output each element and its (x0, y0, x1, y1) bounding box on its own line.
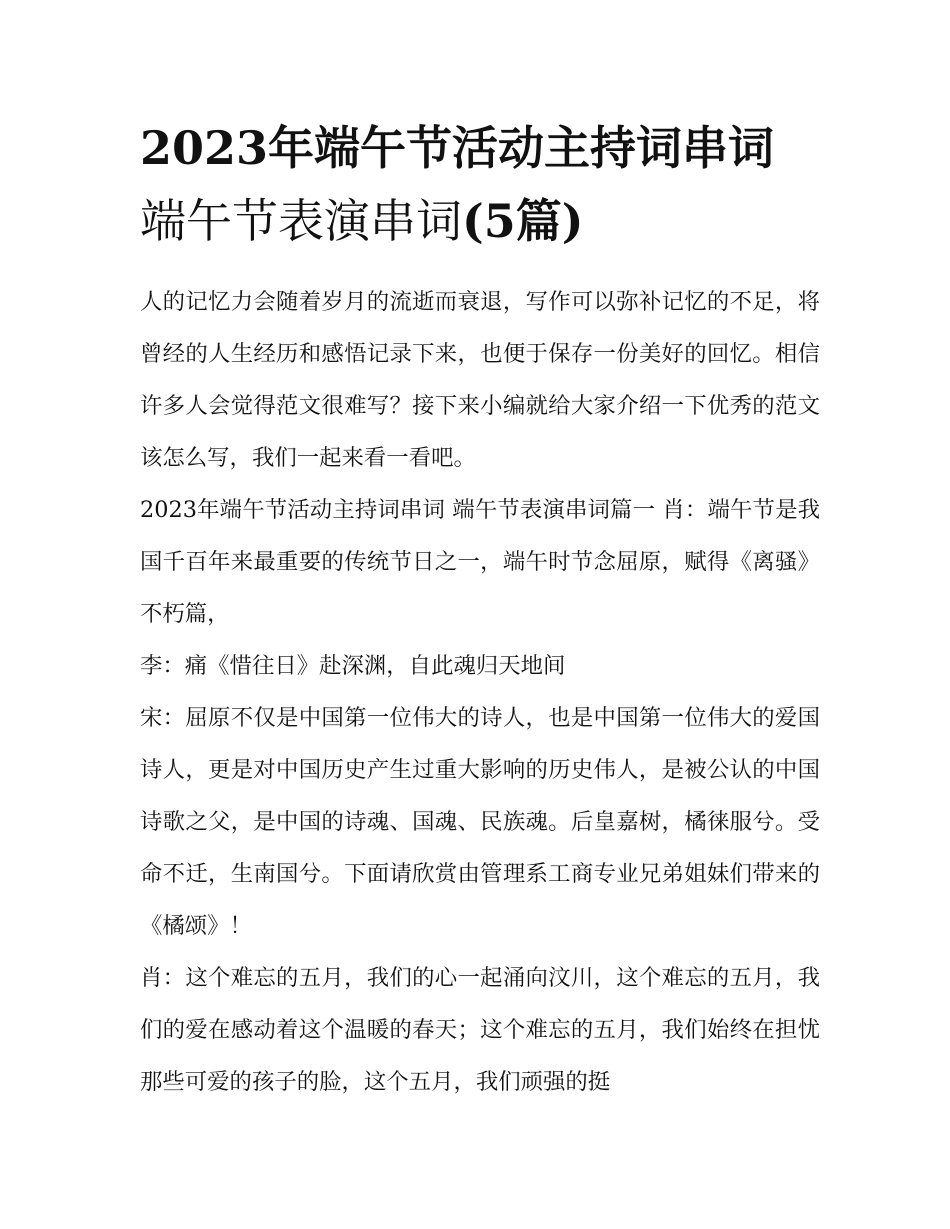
paragraph-li: 李：痛《惜往日》赴深渊，自此魂归天地间 (140, 653, 566, 679)
document-body (140, 276, 820, 1108)
paragraph-xiao-1: 2023年端午节活动主持词串词 端午节表演串词篇一 肖：端午节是我国千百年来最重要的传统节日之一，端午时节念屈原，赋得《离骚》不朽篇， (140, 497, 820, 627)
paragraph-xiao-2: 肖：这个难忘的五月，我们的心一起涌向汶川，这个难忘的五月，我们的爱在感动着这个温暖的春天；这个难忘的五月，我们始终在担忧那些可爱的孩子的脸，这个五月，我们顽强的挺 (140, 965, 820, 1095)
document-title (140, 112, 820, 258)
paragraph-song: 宋：屈原不仅是中国第一位伟大的诗人，也是中国第一位伟大的爱国诗人，更是对中国历史产生过重大影响的历史伟人，是被公认的中国诗歌之父，是中国的诗魂、国魂、民族魂。后皇嘉树，橘徕服兮。受命不迁，生南国兮。下面请欣赏由管理系工商专业兄弟姐妹们带来的《橘颂》！ (140, 705, 820, 939)
title-line-2-text: 端午节表演串词 (140, 194, 462, 248)
title-line-1: 2023年端午节活动主持词串词 (140, 121, 775, 175)
title-line-2 (140, 185, 820, 258)
title-line-2-count: (5篇) (462, 194, 584, 248)
paragraph-intro: 人的记忆力会随着岁月的流逝而衰退，写作可以弥补记忆的不足，将曾经的人生经历和感悟记录下来，也便于保存一份美好的回忆。相信许多人会觉得范文很难写？接下来小编就给大家介绍一下优秀的范文该怎么写，我们一起来看一看吧。 (140, 289, 820, 471)
